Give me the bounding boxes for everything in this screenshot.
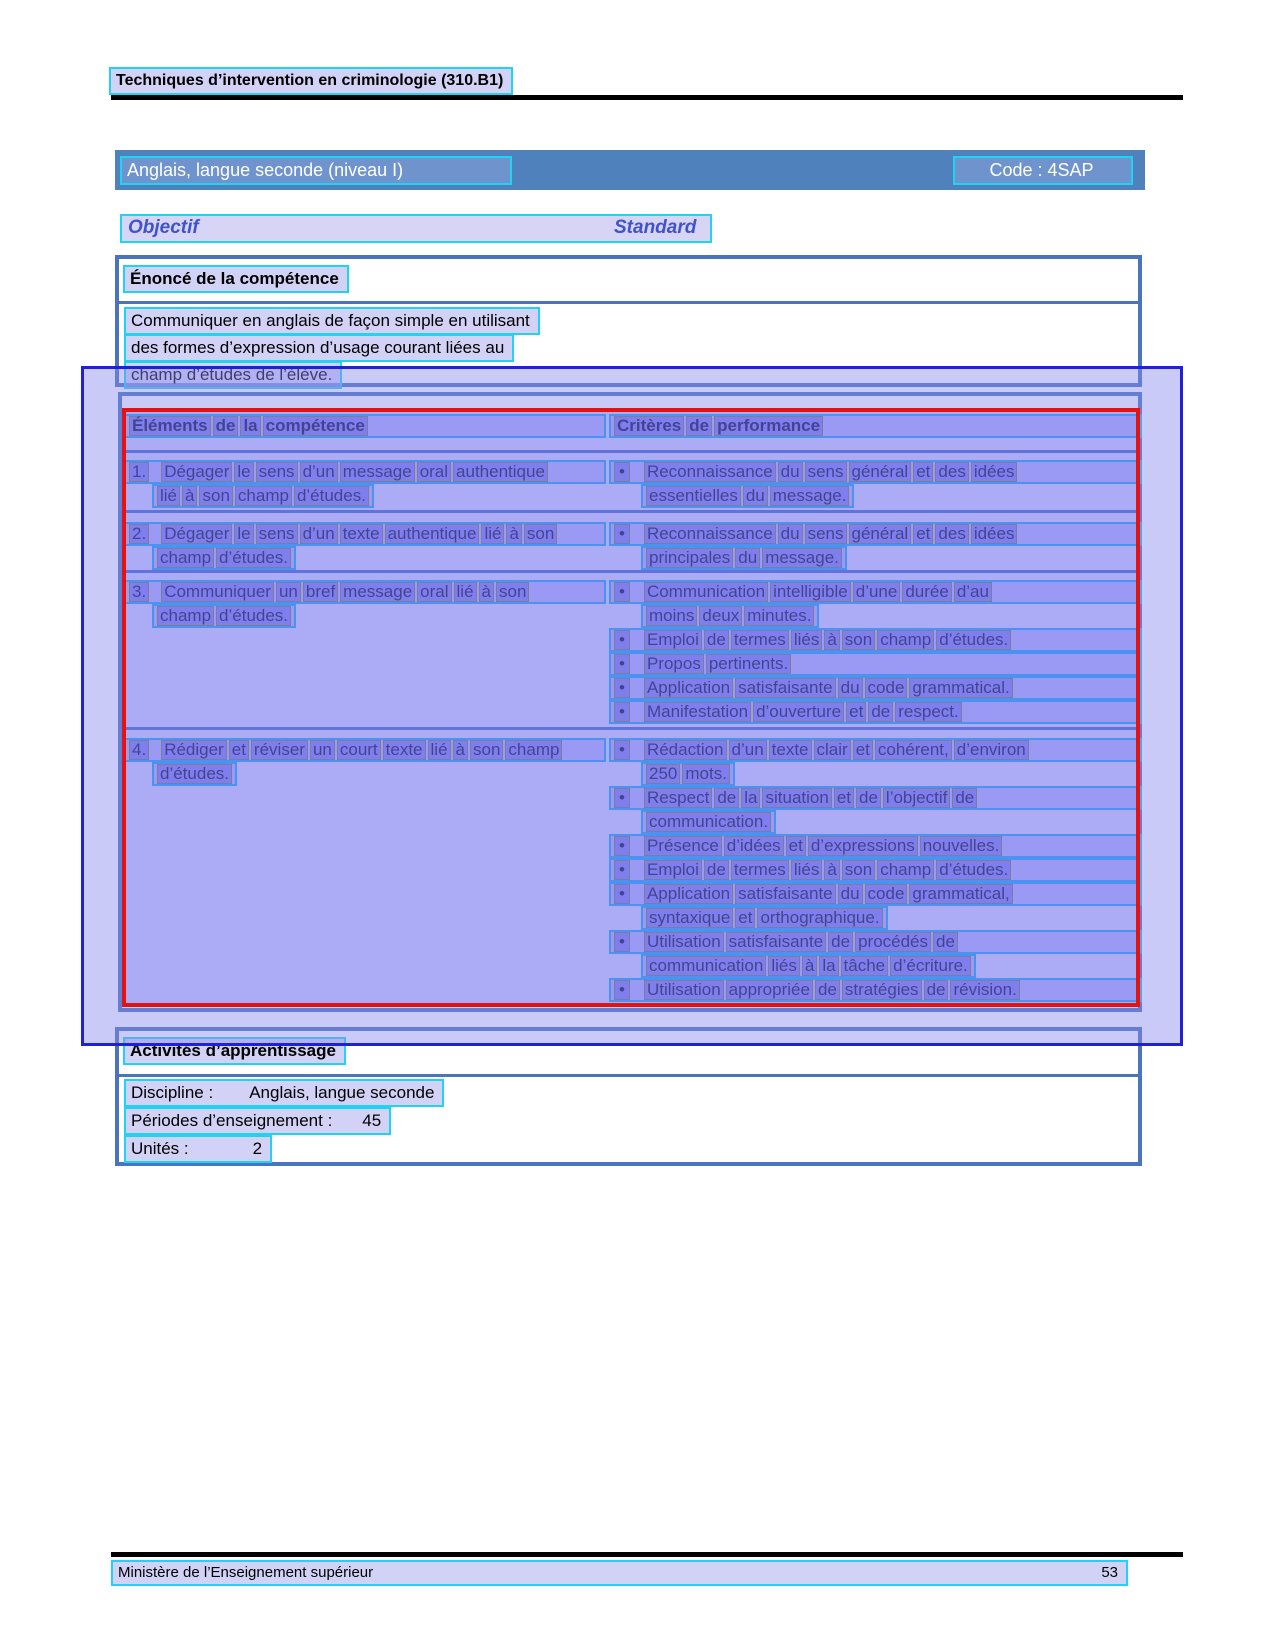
word-box: d’environ	[956, 740, 1026, 759]
word-box: d’un	[731, 740, 764, 759]
word-box: le	[237, 462, 251, 481]
word-box: la	[744, 788, 758, 807]
word-box: moins	[649, 606, 695, 625]
word-box: Dégager	[164, 462, 230, 481]
word-box: Communiquer	[164, 582, 271, 601]
criterion-line	[609, 580, 1142, 604]
bullet-icon: •	[615, 885, 629, 903]
word-box: stratégies	[844, 980, 919, 999]
word-box: et	[855, 740, 870, 759]
footer-page-number: 53	[1101, 1564, 1118, 1581]
word-box: du	[840, 884, 860, 903]
word-box: d’un	[302, 462, 335, 481]
running-header	[109, 67, 513, 95]
word-box: de	[936, 932, 955, 951]
word-box: texte	[771, 740, 809, 759]
criterion-line	[641, 546, 847, 570]
word-box: principales	[649, 548, 731, 567]
activites-divider	[119, 1074, 1138, 1077]
word-box: Emploi	[646, 860, 699, 879]
word-box: et	[916, 524, 931, 543]
bullet-icon: •	[615, 583, 629, 601]
word-box: Manifestation	[646, 702, 749, 721]
table-row-divider	[122, 510, 1138, 513]
word-box: Éléments	[132, 416, 208, 435]
word-box: authentique	[456, 462, 545, 481]
word-box: champ	[160, 606, 212, 625]
word-box: d’expressions	[810, 836, 915, 855]
criterion-line	[641, 906, 888, 930]
bullet-icon: •	[615, 741, 629, 759]
word-box: de	[717, 788, 737, 807]
word-box: liés	[793, 630, 820, 649]
course-code: Code : 4SAP	[953, 156, 1133, 185]
word-box: de	[689, 416, 710, 435]
course-title-bar	[115, 150, 1145, 190]
activite-line	[124, 1135, 272, 1163]
word-box: lié	[456, 582, 474, 601]
footer-line	[111, 1560, 1128, 1586]
word-box: à	[827, 630, 837, 649]
word-box: lié	[484, 524, 502, 543]
word-box: Utilisation	[646, 980, 721, 999]
word-box: à	[804, 956, 815, 975]
word-box: termes	[733, 630, 786, 649]
word-box: lié	[430, 740, 448, 759]
word-box: syntaxique	[649, 908, 731, 927]
word-box: son	[499, 582, 527, 601]
bullet-icon: •	[615, 655, 629, 673]
word-box: d’études.	[219, 548, 289, 567]
word-box: minutes.	[747, 606, 812, 625]
criterion-line	[609, 522, 1142, 546]
activite-label: Unités :	[131, 1139, 189, 1158]
word-box: un	[312, 740, 332, 759]
word-box: Utilisation	[646, 932, 721, 951]
criterion-line	[641, 604, 819, 628]
word-box: d’études.	[296, 486, 366, 505]
word-box: code	[867, 678, 905, 697]
table-col1-header	[124, 414, 606, 438]
word-box: Respect	[646, 788, 710, 807]
word-box: de	[831, 932, 851, 951]
word-box: et	[836, 788, 851, 807]
bullet-icon: •	[615, 679, 629, 697]
bullet-icon: •	[615, 631, 629, 649]
word-box: performance	[717, 416, 821, 435]
word-box: du	[745, 486, 765, 505]
criterion-line	[609, 676, 1142, 700]
word-box: satisfaisante	[738, 678, 833, 697]
word-box: son	[844, 860, 873, 879]
word-box: code	[867, 884, 905, 903]
bullet-icon: •	[615, 981, 629, 999]
word-box: à	[185, 486, 195, 505]
bullet-icon: •	[615, 525, 629, 543]
word-box: message	[342, 462, 412, 481]
word-box: texte	[385, 740, 423, 759]
word-box: sens	[258, 524, 295, 543]
word-box: Application	[646, 678, 731, 697]
word-box: appropriée	[728, 980, 810, 999]
word-box: tâche	[843, 956, 886, 975]
enonce-title: Énoncé de la compétence	[123, 265, 349, 293]
word-box: oral	[419, 462, 449, 481]
word-box: intelligible	[773, 582, 848, 601]
word-box: des	[938, 462, 966, 481]
element-line	[124, 460, 606, 484]
word-box: essentielles	[649, 486, 738, 505]
bullet-icon: •	[615, 463, 629, 481]
word-box: liés	[771, 956, 797, 975]
word-box: des	[938, 524, 966, 543]
word-box: durée	[905, 582, 949, 601]
criterion-line	[641, 484, 854, 508]
word-box: Dégager	[164, 524, 230, 543]
word-box: à	[509, 524, 519, 543]
running-header-text: Techniques d’intervention en criminologie (310.B1)	[109, 67, 513, 95]
word-box: Emploi	[646, 630, 699, 649]
word-box: à	[481, 582, 491, 601]
heading-standard: Standard	[614, 217, 697, 238]
word-box: d’écriture.	[893, 956, 968, 975]
word-box: authentique	[387, 524, 477, 543]
bullet-icon: •	[615, 703, 629, 721]
word-box: Présence	[646, 836, 719, 855]
word-box: pertinents.	[708, 654, 789, 673]
word-box: Reconnaissance	[646, 524, 773, 543]
section-heading-row	[120, 214, 712, 243]
word-box: à	[827, 860, 837, 879]
bullet-icon: •	[615, 837, 629, 855]
word-box: termes	[733, 860, 786, 879]
word-box: champ	[237, 486, 289, 505]
word-box: Propos	[646, 654, 701, 673]
word-box: mots.	[685, 764, 727, 783]
table-row-divider	[122, 570, 1138, 573]
activite-value: Anglais, langue seconde	[249, 1083, 435, 1102]
word-box: champ	[880, 860, 932, 879]
word-box: général	[851, 524, 909, 543]
element-line	[152, 604, 296, 628]
word-box: le	[237, 524, 251, 543]
activite-value: 2	[252, 1139, 263, 1158]
table-row-divider	[122, 450, 1138, 453]
word-box: respect.	[898, 702, 959, 721]
criterion-line	[609, 978, 1142, 1002]
word-box: Rédaction	[646, 740, 724, 759]
enonce-box	[115, 255, 1142, 387]
criterion-line	[609, 858, 1142, 882]
element-line	[124, 580, 606, 604]
word-box: de	[926, 980, 946, 999]
word-box: idées	[973, 524, 1015, 543]
word-box: clair	[816, 740, 848, 759]
enonce-divider	[119, 301, 1138, 304]
criterion-line	[609, 738, 1142, 762]
word-box: et	[231, 740, 246, 759]
word-box: court	[339, 740, 378, 759]
word-box: compétence	[265, 416, 365, 435]
word-box: d’au	[956, 582, 989, 601]
activite-label: Discipline :	[131, 1083, 214, 1102]
word-box: son	[473, 740, 501, 759]
bullet-icon: •	[615, 933, 629, 951]
element-line	[152, 762, 237, 786]
word-box: un	[278, 582, 298, 601]
activite-value: 45	[362, 1111, 382, 1130]
table-row-divider	[122, 727, 1138, 730]
activites-box	[115, 1027, 1142, 1166]
activites-title: Activités d’apprentissage	[123, 1037, 346, 1065]
element-number: 2.	[132, 524, 147, 543]
word-box: la	[243, 416, 258, 435]
word-box: réviser	[253, 740, 305, 759]
word-box: et	[738, 908, 753, 927]
header-rule	[111, 95, 1183, 100]
word-box: message.	[772, 486, 847, 505]
word-box: à	[455, 740, 465, 759]
word-box: message	[343, 582, 413, 601]
element-number: 3.	[132, 582, 147, 601]
activite-line	[124, 1079, 444, 1107]
word-box: idées	[973, 462, 1015, 481]
word-box: et	[849, 702, 864, 721]
word-box: communication	[649, 956, 764, 975]
word-box: du	[738, 548, 758, 567]
bullet-icon: •	[615, 789, 629, 807]
competence-table	[118, 392, 1142, 1012]
word-box: de	[871, 702, 891, 721]
course-title: Anglais, langue seconde (niveau I)	[120, 156, 512, 185]
element-number: 4.	[132, 740, 147, 759]
criterion-line	[609, 786, 1142, 810]
word-box: d’idées	[726, 836, 781, 855]
word-box: d’études.	[160, 764, 229, 783]
word-box: d’études.	[939, 630, 1009, 649]
word-box: de	[817, 980, 837, 999]
word-box: communication.	[649, 812, 769, 831]
word-box: et	[916, 462, 931, 481]
word-box: de	[215, 416, 236, 435]
footer-ministry: Ministère de l’Enseignement supérieur	[118, 1564, 374, 1581]
criterion-line	[641, 762, 735, 786]
word-box: d’une	[855, 582, 898, 601]
criterion-line	[641, 810, 776, 834]
word-box: général	[851, 462, 909, 481]
word-box: cohérent,	[877, 740, 949, 759]
word-box: son	[844, 630, 873, 649]
word-box: Application	[646, 884, 731, 903]
word-box: lié	[160, 486, 178, 505]
word-box: de	[706, 630, 726, 649]
word-box: orthographique.	[760, 908, 880, 927]
word-box: texte	[342, 524, 380, 543]
word-box: satisfaisante	[738, 884, 833, 903]
criterion-line	[609, 700, 1142, 724]
criterion-line	[609, 628, 1142, 652]
word-box: Reconnaissance	[646, 462, 773, 481]
activite-line	[124, 1107, 391, 1135]
footer-rule	[111, 1552, 1183, 1557]
word-box: grammatical,	[912, 884, 1010, 903]
word-box: Critères	[617, 416, 682, 435]
element-line	[124, 738, 606, 762]
word-box: satisfaisante	[728, 932, 824, 951]
word-box: du	[840, 678, 860, 697]
word-box: sens	[807, 524, 844, 543]
word-box: bref	[305, 582, 336, 601]
table-col2-header	[609, 414, 1142, 438]
word-box: de	[706, 860, 726, 879]
word-box: nouvelles.	[922, 836, 1000, 855]
word-box: Communication	[646, 582, 766, 601]
word-box: message.	[765, 548, 839, 567]
word-box: et	[788, 836, 803, 855]
word-box: sens	[258, 462, 295, 481]
word-box: son	[526, 524, 555, 543]
word-box: 250	[649, 764, 678, 783]
word-box: deux	[702, 606, 740, 625]
word-box: de	[955, 788, 975, 807]
bullet-icon: •	[615, 861, 629, 879]
element-line	[152, 546, 296, 570]
activite-label: Périodes d’enseignement :	[131, 1111, 333, 1130]
element-number: 1.	[132, 462, 147, 481]
word-box: procédés	[858, 932, 929, 951]
word-box: champ	[880, 630, 932, 649]
criterion-line	[609, 930, 1142, 954]
word-box: du	[780, 462, 800, 481]
word-box: liés	[793, 860, 820, 879]
word-box: du	[780, 524, 800, 543]
word-box: la	[822, 956, 836, 975]
word-box: sens	[807, 462, 844, 481]
element-line	[152, 484, 374, 508]
word-box: son	[202, 486, 230, 505]
word-box: d’ouverture	[756, 702, 842, 721]
enonce-line: Communiquer en anglais de façon simple en utilisant	[124, 307, 540, 335]
criterion-line	[609, 652, 1142, 676]
criterion-line	[609, 834, 1142, 858]
word-box: Rédiger	[164, 740, 224, 759]
criterion-line	[609, 882, 1142, 906]
word-box: champ	[508, 740, 560, 759]
word-box: d’études.	[939, 860, 1009, 879]
word-box: grammatical.	[912, 678, 1010, 697]
word-box: l’objectif	[885, 788, 948, 807]
criterion-line	[609, 460, 1142, 484]
enonce-line: des formes d’expression d’usage courant liées au	[124, 334, 514, 362]
word-box: de	[859, 788, 878, 807]
word-box: oral	[420, 582, 449, 601]
criterion-line	[641, 954, 976, 978]
word-box: d’un	[302, 524, 335, 543]
enonce-line: champ d’études de l’élève.	[124, 361, 342, 389]
word-box: situation	[765, 788, 829, 807]
word-box: révision.	[953, 980, 1017, 999]
element-line	[124, 522, 606, 546]
word-box: d’études.	[219, 606, 289, 625]
word-box: champ	[160, 548, 212, 567]
heading-objectif: Objectif	[128, 217, 199, 238]
